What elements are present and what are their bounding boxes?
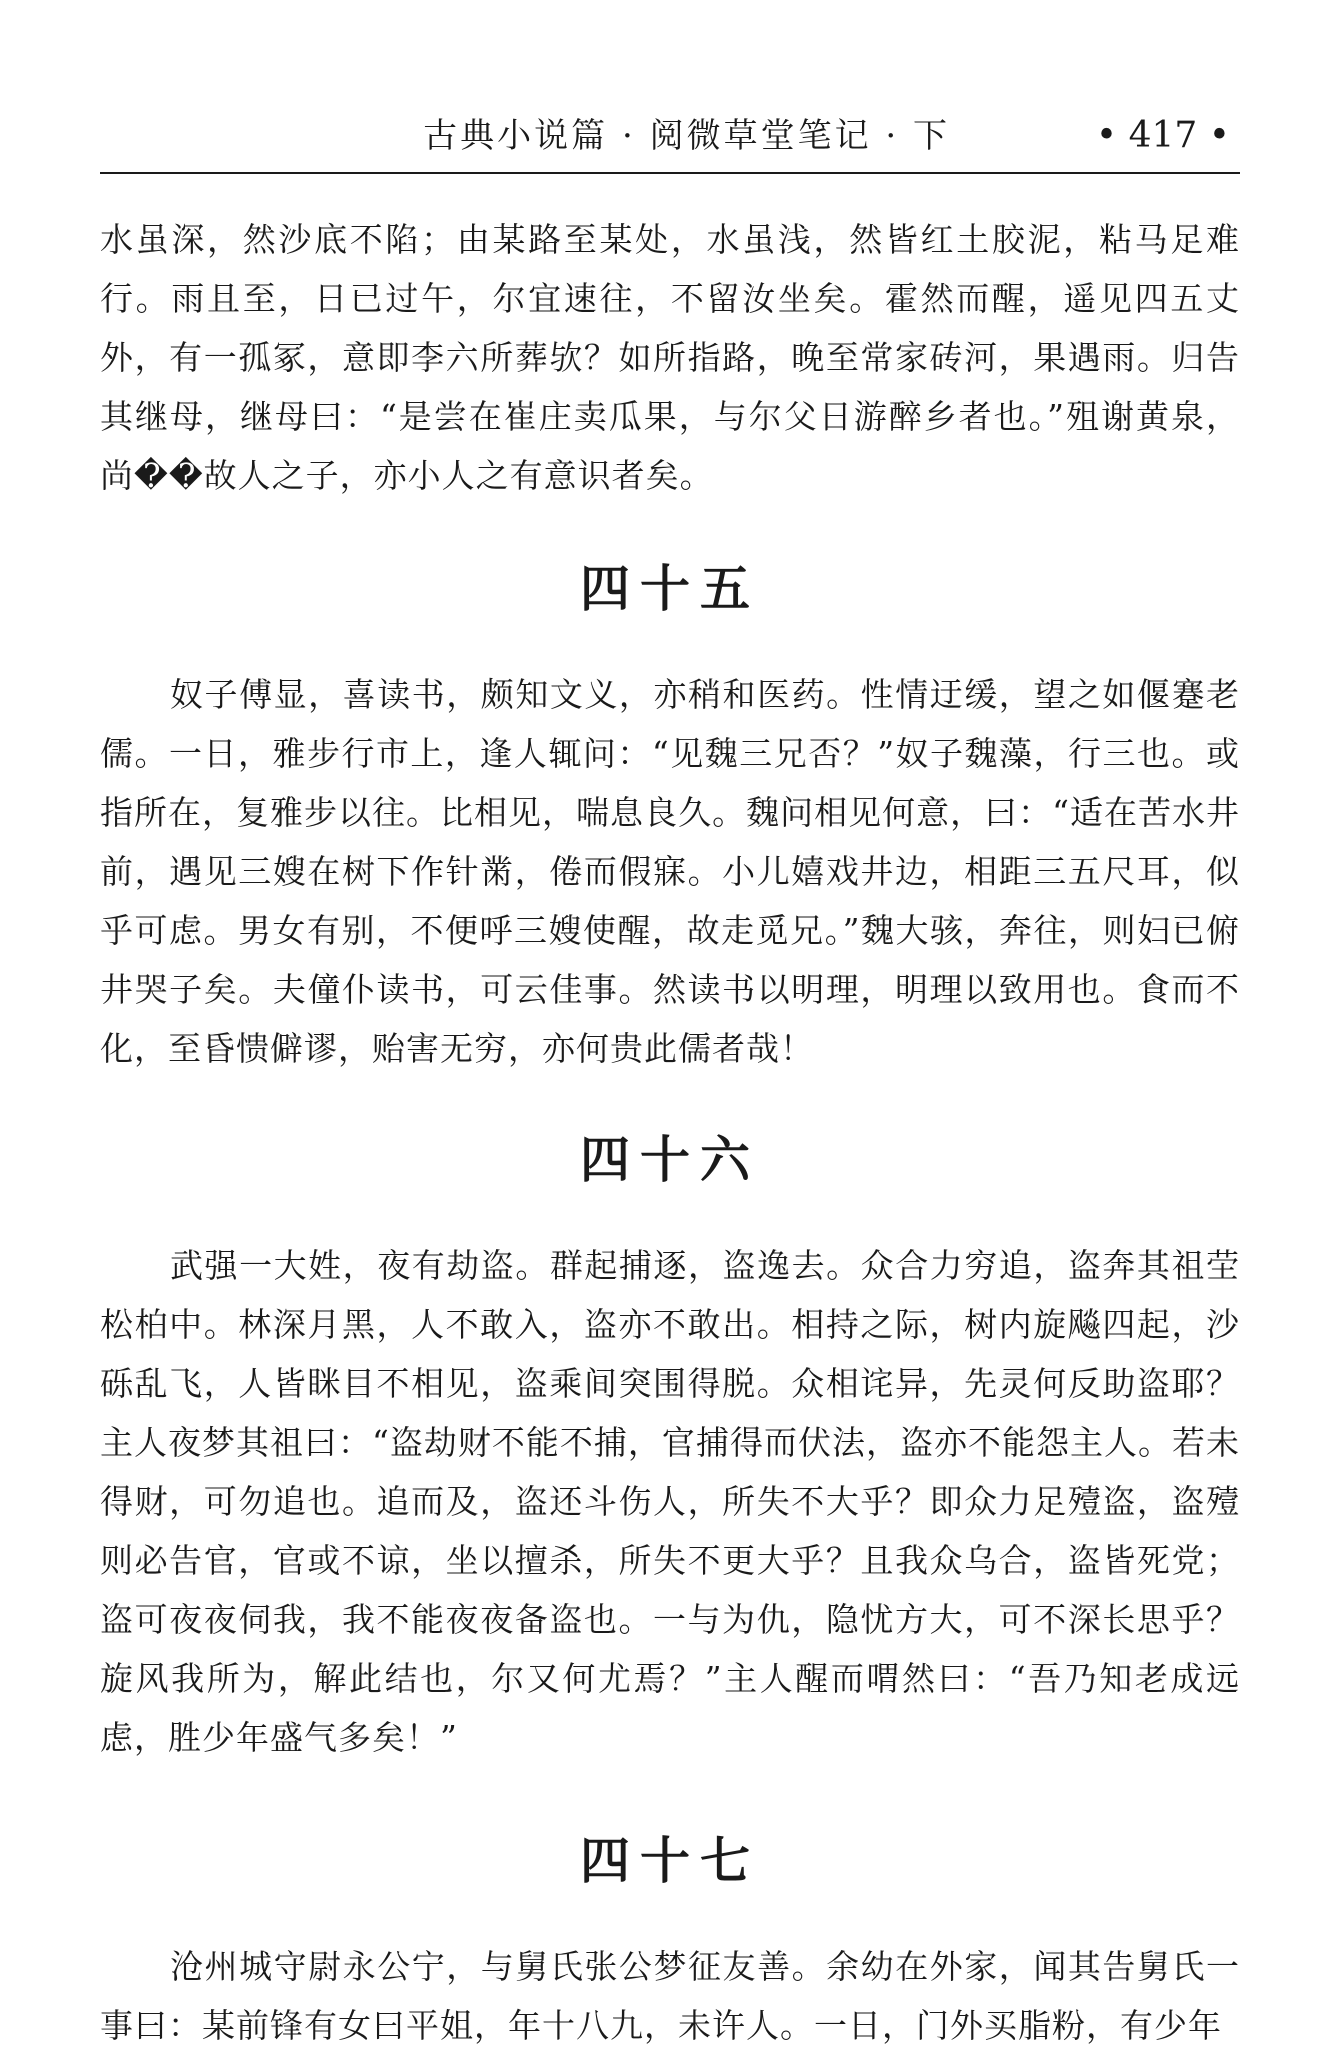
section-text-45: 奴子傅显，喜读书，颇知文义，亦稍和医药。性情迂缓，望之如偃蹇老儒。一日，雅步行市上，逢人辄问：“见魏三兄否？”奴子魏藻，行三也。或指所在，复雅步以往。比相见，喘息良久。魏问相见何意，曰：“适在苦水井前，遇见三嫂在树下作针黹，倦而假寐。小儿嬉戏井边，相距三五尺耳，似乎可虑。男女有别，不便呼三嫂使醒，故走觅兄。”魏大骇，奔往，则妇已俯井哭子矣。夫僮仆读书，可云佳事。然读书以明理，明理以致用也。食而不化，至昏愦僻谬，贻害无穷，亦何贵此儒者哉！ (100, 675, 1240, 1068)
page-number: • 417 • (1095, 115, 1230, 156)
section-heading-47: 四十七 (580, 1831, 760, 1890)
page-header (100, 110, 1240, 174)
section-text-46: 武强一大姓，夜有劫盗。群起捕逐，盗逸去。众合力穷追，盗奔其祖茔松柏中。林深月黑，人不敢入，盗亦不敢出。相持之际，树内旋飚四起，沙砾乱飞，人皆眯目不相见，盗乘间突围得脱。众相诧异，先灵何反助盗耶？主人夜梦其祖曰：“盗劫财不能不捕，官捕得而伏法，盗亦不能怨主人。若未得财，可勿追也。追而及，盗还斗伤人，所失不大乎？即众力足殪盗，盗殪则必告官，官或不谅，坐以擅杀，所失不更大乎？且我众乌合，盗皆死党；盗可夜夜伺我，我不能夜夜备盗也。一与为仇，隐忧方大，可不深长思乎？旋风我所为，解此结也，尔又何尤焉？”主人醒而喟然曰：“吾乃知老成远虑，胜少年盛气多矣！” (100, 1246, 1240, 1757)
header-rule (100, 172, 1240, 174)
section-heading-46: 四十六 (580, 1130, 760, 1189)
section-text-47: 沧州城守尉永公宁，与舅氏张公梦征友善。余幼在外家，闻其告舅氏一事曰：某前锋有女曰平姐，年十八九，未许人。一日，门外买脂粉，有少年 (100, 1947, 1240, 2045)
page-body (100, 210, 1240, 2055)
continued-paragraph: 水虽深，然沙底不陷；由某路至某处，水虽浅，然皆红土胶泥，粘马足难行。雨且至，日已过午，尔宜速往，不留汝坐矣。霍然而醒，遥见四五丈外，有一孤冢，意即李六所葬欤？如所指路，晚至常家砖河，果遇雨。归告其继母，继母曰：“是尝在崔庄卖瓜果，与尔父日游醉乡者也。”殂谢黄泉，尚��故人之子，亦小人之有意识者矣。 (100, 220, 1240, 495)
section-heading-45: 四十五 (580, 559, 760, 618)
running-title: 古典小说篇 · 阅微草堂笔记 · 下 (423, 116, 950, 156)
